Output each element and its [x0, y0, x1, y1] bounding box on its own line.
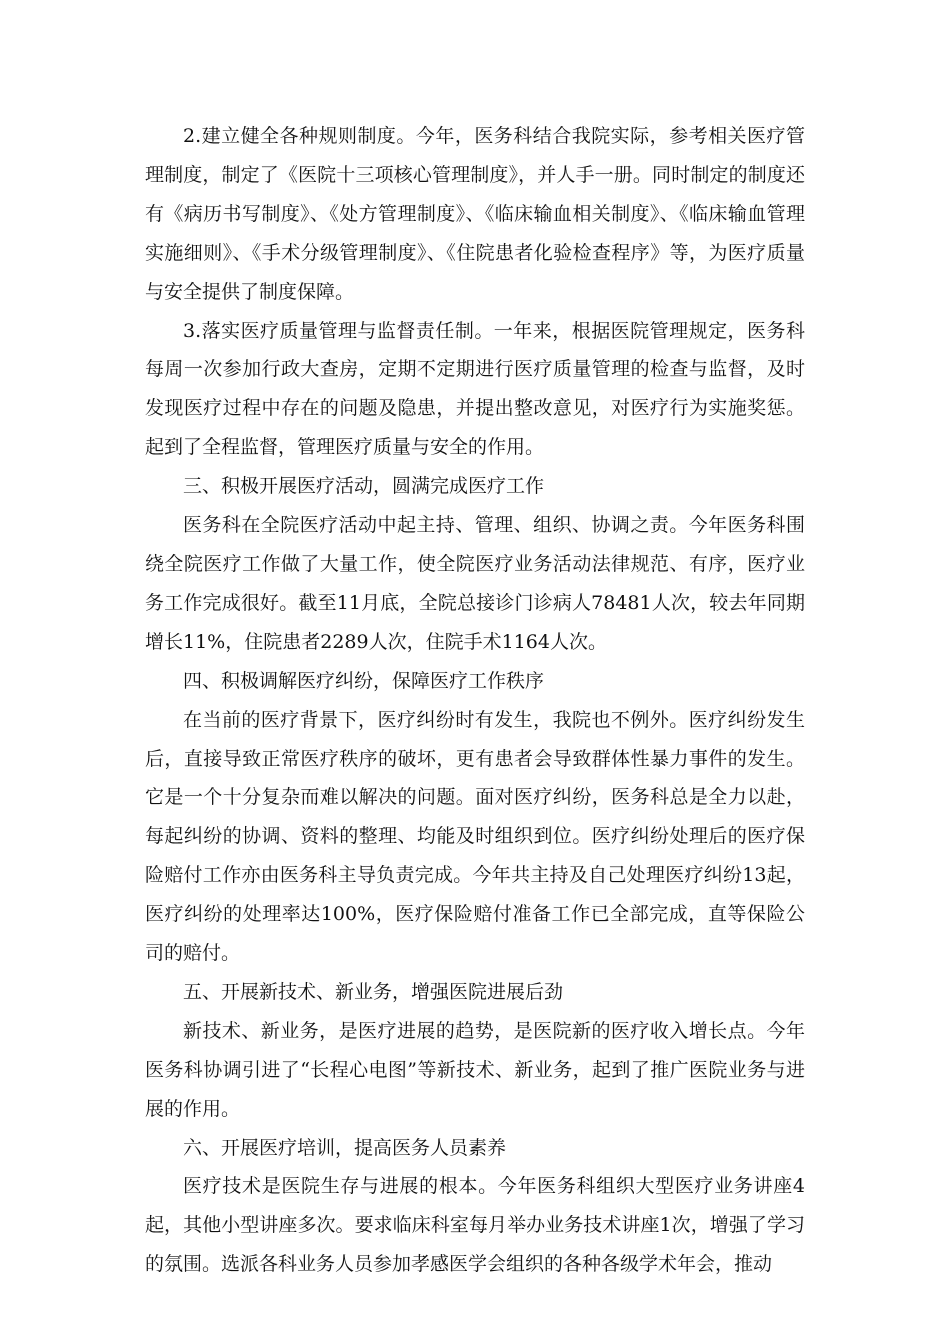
section-heading-medical-training: 六、开展医疗培训，提高医务人员素养: [183, 1136, 507, 1159]
section-heading-new-technology: 五、开展新技术、新业务，增强医院进展后劲: [183, 980, 564, 1003]
paragraph-medical-disputes: 在当前的医疗背景下，医疗纠纷时有发生，我院也不例外。医疗纠纷发生后，直接导致正常医疗秩序的破坏，更有患者会导致群体性暴力事件的发生。它是一个十分复杂而难以解决的问题。面对医疗纠纷，医务科总是全力以赴，每起纠纷的协调、资料的整理、均能及时组织到位。医疗纠纷处理后的医疗保险赔付工作亦由医务科主导负责完成。今年共主持及自己处理医疗纠纷13起，医疗纠纷的处理率达100%，医疗保险赔付准备工作已全部完成，直等保险公司的赔付。: [145, 708, 805, 965]
paragraph-quality-responsibility: 3.落实医疗质量管理与监督责任制。一年来，根据医院管理规定，医务科每周一次参加行政大查房，定期不定期进行医疗质量管理的检查与监督，及时发现医疗过程中存在的问题及隐患，并提出整改意见，对医疗行为实施奖惩。起到了全程监督，管理医疗质量与安全的作用。: [145, 319, 805, 459]
paragraph-rules-system: 2.建立健全各种规则制度。今年，医务科结合我院实际，参考相关医疗管理制度，制定了《医院十三项核心管理制度》，并人手一册。同时制定的制度还有《病历书写制度》、《处方管理制度》、《临床输血相关制度》、《临床输血管理实施细则》、《手术分级管理制度》、《住院患者化验检查程序》等，为医疗质量与安全提供了制度保障。: [145, 125, 805, 303]
document-body: [145, 117, 805, 1284]
section-heading-medical-activities: 三、积极开展医疗活动，圆满完成医疗工作: [183, 475, 545, 498]
paragraph-medical-training: 医疗技术是医院生存与进展的根本。今年医务科组织大型医疗业务讲座4起，其他小型讲座多次。要求临床科室每月举办业务技术讲座1次，增强了学习的氛围。选派各科业务人员参加孝感医学会组织的各种各级学术年会，推动: [145, 1175, 805, 1276]
paragraph-medical-activities: 医务科在全院医疗活动中起主持、管理、组织、协调之责。今年医务科围绕全院医疗工作做了大量工作，使全院医疗业务活动法律规范、有序，医疗业务工作完成很好。截至11月底，全院总接诊门诊病人78481人次，较去年同期增长11%，住院患者2289人次，住院手术1164人次。: [145, 514, 805, 653]
paragraph-new-technology: 新技术、新业务，是医疗进展的趋势，是医院新的医疗收入增长点。今年医务科协调引进了“长程心电图”等新技术、新业务，起到了推广医院业务与进展的作用。: [145, 1019, 805, 1120]
section-heading-medical-disputes: 四、积极调解医疗纠纷，保障医疗工作秩序: [183, 669, 545, 692]
